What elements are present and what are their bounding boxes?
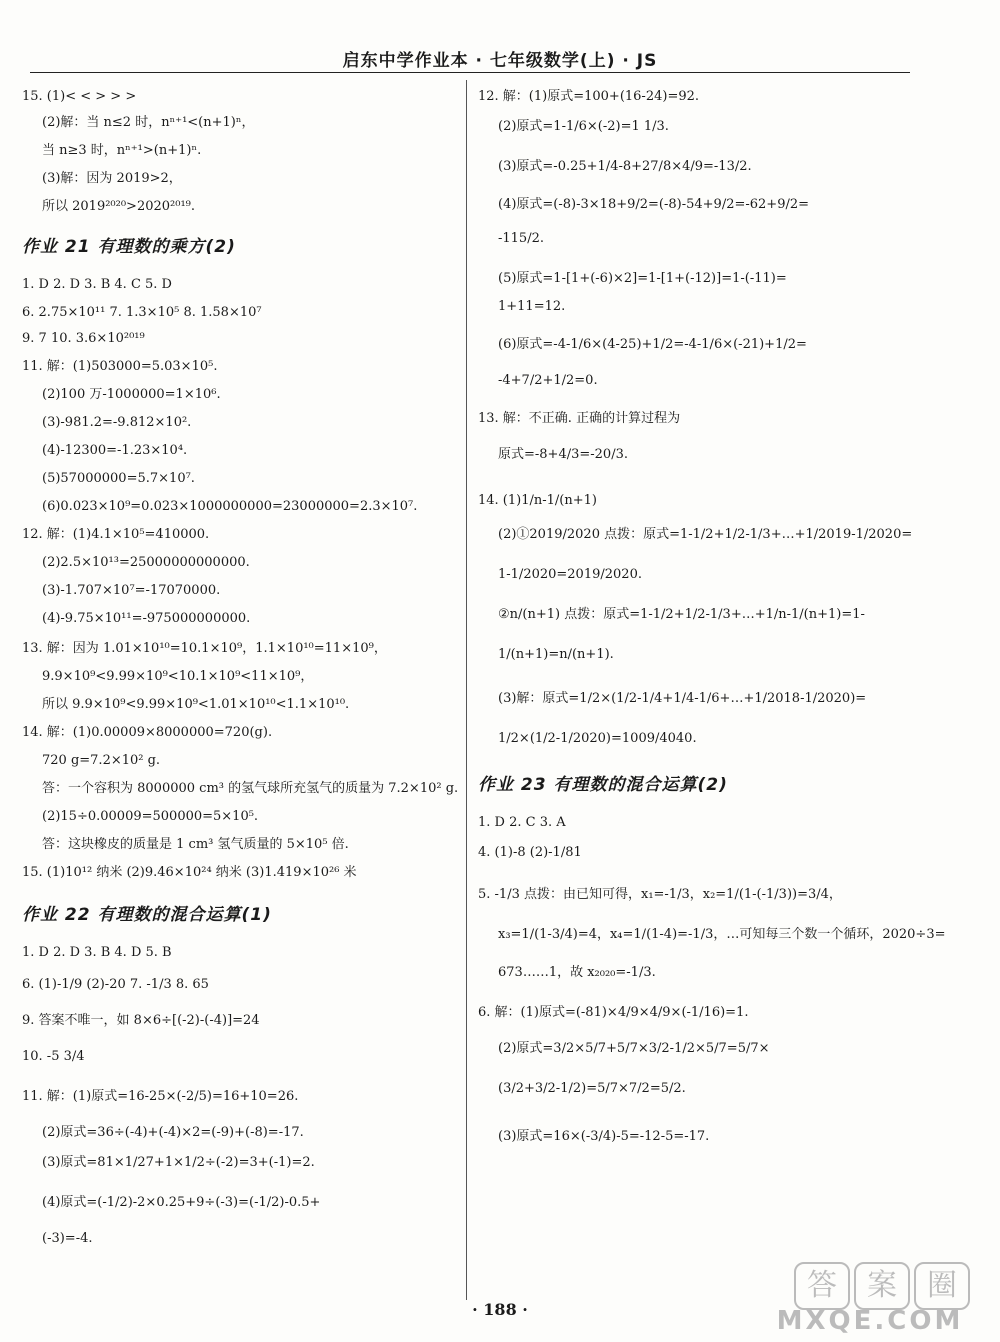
header-rule [30,72,910,73]
answer-line: (3)原式=16×(-3/4)-5=-12-5=-17. [498,1129,710,1144]
section-heading: 作业 21 有理数的乘方(2) [22,237,236,257]
section-heading: 作业 22 有理数的混合运算(1) [22,905,272,925]
answer-line: 11. 解：(1)原式=16-25×(-2/5)=16+10=26. [22,1089,299,1104]
answer-line: (3)原式=81×1/27+1×1/2÷(-2)=3+(-1)=2. [42,1155,315,1170]
answer-line: (4)原式=(-8)-3×18+9/2=(-8)-54+9/2=-62+9/2= [498,197,810,212]
answer-line: (5)原式=1-[1+(-6)×2]=1-[1+(-12)]=1-(-11)= [498,271,787,286]
answer-line: (2)原式=3/2×5/7+5/7×3/2-1/2×5/7=5/7× [498,1041,770,1056]
answer-line: 15. (1)< < > > > [22,89,137,104]
answer-line: 11. 解：(1)503000=5.03×10⁵. [22,359,218,374]
page-number: · 188 · [472,1300,528,1319]
answer-line: (4)原式=(-1/2)-2×0.25+9÷(-3)=(-1/2)-0.5+ [42,1195,321,1210]
answer-line: (4)-12300=-1.23×10⁴. [42,443,188,458]
answer-line: 15. (1)10¹² 纳米 (2)9.46×10²⁴ 纳米 (3)1.419×10²⁶ 米 [22,865,357,880]
answer-line: ②n/(n+1) 点拨：原式=1-1/2+1/2-1/3+…+1/n-1/(n+1)=1- [498,607,865,622]
answer-line: 答：一个容积为 8000000 cm³ 的氢气球所充氢气的质量为 7.2×10² g. [42,781,459,796]
answer-line: 12. 解：(1)原式=100+(16-24)=92. [478,89,700,104]
answer-line: 673……1，故 x₂₀₂₀=-1/3. [498,965,656,980]
answer-line: -4+7/2+1/2=0. [498,373,598,388]
answer-line: 13. 解：因为 1.01×10¹⁰=10.1×10⁹，1.1×10¹⁰=11×10⁹， [22,641,387,656]
answer-line: 1+11=12. [498,299,566,314]
answer-line: 9. 答案不唯一，如 8×6÷[(-2)-(-4)]=24 [22,1013,260,1028]
answer-line: (3)-1.707×10⁷=-17070000. [42,583,221,598]
answer-line: (3)解：因为 2019>2， [42,171,182,186]
answer-line: 9. 7 10. 3.6×10²⁰¹⁹ [22,331,145,346]
answer-line: 13. 解：不正确. 正确的计算过程为 [478,411,681,426]
answer-line: (2)①2019/2020 点拨：原式=1-1/2+1/2-1/3+…+1/2019-1/2020= [498,527,913,542]
answer-line: 14. 解：(1)0.00009×8000000=720(g). [22,725,273,740]
answer-line: -115/2. [498,231,544,246]
answer-line: 1-1/2020=2019/2020. [498,567,642,582]
answer-line: (3)-981.2=-9.812×10². [42,415,192,430]
answer-line: (2)2.5×10¹³=25000000000000. [42,555,250,570]
answer-line: (3)原式=-0.25+1/4-8+27/8×4/9=-13/2. [498,159,752,174]
watermark-char: 答 [794,1262,850,1310]
answer-line: 1/(n+1)=n/(n+1). [498,647,614,662]
watermark-char: 圈 [914,1262,970,1310]
answer-line: (2)100 万-1000000=1×10⁶. [42,387,221,402]
answer-line: (-3)=-4. [42,1231,93,1246]
answer-line: 6. (1)-1/9 (2)-20 7. -1/3 8. 65 [22,977,209,992]
answer-line: (3)解：原式=1/2×(1/2-1/4+1/4-1/6+…+1/2018-1/2020)= [498,691,867,706]
answer-line: 1. D 2. D 3. B 4. D 5. B [22,945,172,960]
answer-line: 9.9×10⁹<9.99×10⁹<10.1×10⁹<11×10⁹， [42,669,314,684]
watermark-logo [754,1262,984,1334]
answer-line: 所以 9.9×10⁹<9.99×10⁹<1.01×10¹⁰<1.1×10¹⁰. [42,697,350,712]
answer-line: (2)15÷0.00009=500000=5×10⁵. [42,809,259,824]
answer-line: (5)57000000=5.7×10⁷. [42,471,195,486]
answer-line: 12. 解：(1)4.1×10⁵=410000. [22,527,210,542]
answer-line: 4. (1)-8 (2)-1/81 [478,845,582,860]
answer-line: (4)-9.75×10¹¹=-975000000000. [42,611,251,626]
answer-line: 1. D 2. D 3. B 4. C 5. D [22,277,172,292]
answer-line: (3/2+3/2-1/2)=5/7×7/2=5/2. [498,1081,686,1096]
answer-line: (2)原式=1-1/6×(-2)=1 1/3. [498,119,669,134]
answer-line: (6)原式=-4-1/6×(4-25)+1/2=-4-1/6×(-21)+1/2= [498,337,807,352]
answer-line: 1. D 2. C 3. A [478,815,566,830]
watermark-site: MXQE.COM [776,1306,964,1336]
answer-line: 6. 解：(1)原式=(-81)×4/9×4/9×(-1/16)=1. [478,1005,749,1020]
answer-line: (2)原式=36÷(-4)+(-4)×2=(-9)+(-8)=-17. [42,1125,304,1140]
watermark-char: 案 [854,1262,910,1310]
section-heading: 作业 23 有理数的混合运算(2) [478,775,728,795]
answer-line: 1/2×(1/2-1/2020)=1009/4040. [498,731,697,746]
answer-line: 720 g=7.2×10² g. [42,753,161,768]
answer-line: 所以 2019²⁰²⁰>2020²⁰¹⁹. [42,199,196,214]
answer-line: 6. 2.75×10¹¹ 7. 1.3×10⁵ 8. 1.58×10⁷ [22,305,262,320]
answer-line: x₃=1/(1-3/4)=4，x₄=1/(1-4)=-1/3，…可知每三个数一个循环，2020÷3= [498,927,946,942]
answer-line: 原式=-8+4/3=-20/3. [498,447,628,462]
column-divider [466,80,467,1300]
answer-line: (6)0.023×10⁹=0.023×1000000000=23000000=2.3×10⁷. [42,499,418,514]
answer-line: 10. -5 3/4 [22,1049,85,1064]
answer-line: 14. (1)1/n-1/(n+1) [478,493,597,508]
answer-line: (2)解：当 n≤2 时，nⁿ⁺¹<(n+1)ⁿ， [42,115,255,130]
answer-line: 5. -1/3 点拨：由已知可得，x₁=-1/3，x₂=1/(1-(-1/3))=3/4， [478,887,842,902]
answer-line: 答：这块橡皮的质量是 1 cm³ 氢气质量的 5×10⁵ 倍. [42,837,349,852]
page-header-title: 启东中学作业本 · 七年级数学(上) · JS [342,51,658,71]
answer-line: 当 n≥3 时，nⁿ⁺¹>(n+1)ⁿ. [42,143,202,158]
